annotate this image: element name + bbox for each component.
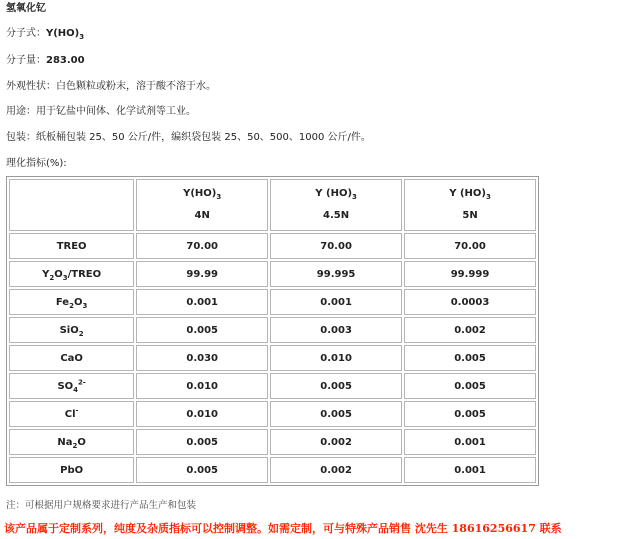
value-cell: 70.00 [404, 233, 536, 259]
value-cell: 0.005 [136, 457, 268, 483]
value-cell: 0.001 [404, 457, 536, 483]
packaging-value: 纸板桶包装 25、50 公斤/件，编织袋包装 25、50、500、1000 公斤/件。 [36, 132, 371, 143]
molecular-weight-label: 分子量： [6, 55, 46, 66]
row-label: $SO_4^{2-}$ [9, 373, 134, 399]
value-cell: 0.030 [136, 345, 268, 371]
row-label: $Y_2O_3$/TREO [9, 261, 134, 287]
value-cell: 0.005 [270, 401, 402, 427]
formula-value: $Y(HO)_3$ [46, 28, 85, 41]
value-cell: 99.99 [136, 261, 268, 287]
header-cell-empty [9, 179, 134, 231]
value-cell: 0.001 [270, 289, 402, 315]
value-cell: 0.005 [136, 429, 268, 455]
value-cell: 0.010 [136, 373, 268, 399]
header-cell: Y $(HO)_3$ 4.5N [270, 179, 402, 231]
value-cell: 0.001 [404, 429, 536, 455]
value-cell: 0.010 [136, 401, 268, 427]
molecular-weight-value: 283.00 [46, 55, 85, 66]
table-row [9, 261, 536, 287]
value-cell: 0.002 [404, 317, 536, 343]
spec-label: 理化指标(%): [6, 158, 67, 169]
spec-table [6, 176, 539, 486]
value-cell: 99.999 [404, 261, 536, 287]
table-header-row [9, 179, 536, 231]
table-row [9, 289, 536, 315]
table-row [9, 233, 536, 259]
row-label: Cl- [9, 401, 134, 427]
appearance-line [6, 80, 216, 93]
formula-line [6, 27, 84, 40]
value-cell: 70.00 [270, 233, 402, 259]
value-cell: 0.002 [270, 429, 402, 455]
table-row [9, 457, 536, 483]
packaging-label: 包装： [6, 132, 36, 143]
row-label: SiO$_2$ [9, 317, 134, 343]
row-label: PbO [9, 457, 134, 483]
header-cell: $Y(HO)_3$ 4N [136, 179, 268, 231]
value-cell: 0.001 [136, 289, 268, 315]
table-row [9, 429, 536, 455]
row-label: $Na_2O$ [9, 429, 134, 455]
appearance-label: 外观性状： [6, 81, 56, 92]
value-cell: 70.00 [136, 233, 268, 259]
usage-value: 用于钇盐中间体、化学试剂等工业。 [36, 106, 196, 117]
value-cell: 0.002 [270, 457, 402, 483]
product-name: 氢氧化钇 [6, 3, 46, 14]
value-cell: 0.010 [270, 345, 402, 371]
value-cell: 0.005 [270, 373, 402, 399]
table-row [9, 317, 536, 343]
packaging-line [6, 131, 371, 144]
row-label: TREO [9, 233, 134, 259]
row-label: CaO [9, 345, 134, 371]
usage-line [6, 105, 196, 118]
header-cell: Y $(HO)_3$ 5N [404, 179, 536, 231]
molecular-weight-line [6, 54, 85, 67]
note-text: 注：可根据用户规格要求进行产品生产和包装 [6, 500, 197, 511]
value-cell: 0.003 [270, 317, 402, 343]
value-cell: 0.005 [404, 345, 536, 371]
table-row [9, 401, 536, 427]
value-cell: 0.005 [404, 373, 536, 399]
promo-text: 该产品属于定制系列，纯度及杂质指标可以控制调整。如需定制，可与特殊产品销售 沈先生 18616256617 联系 [4, 522, 562, 535]
row-label: $Fe_2O_3$ [9, 289, 134, 315]
appearance-value: 白色颗粒或粉末，溶于酸不溶于水。 [56, 81, 216, 92]
value-cell: 99.995 [270, 261, 402, 287]
value-cell: 0.0003 [404, 289, 536, 315]
table-row [9, 373, 536, 399]
value-cell: 0.005 [136, 317, 268, 343]
formula-label: 分子式： [6, 28, 46, 39]
table-row [9, 345, 536, 371]
value-cell: 0.005 [404, 401, 536, 427]
usage-label: 用途： [6, 106, 36, 117]
